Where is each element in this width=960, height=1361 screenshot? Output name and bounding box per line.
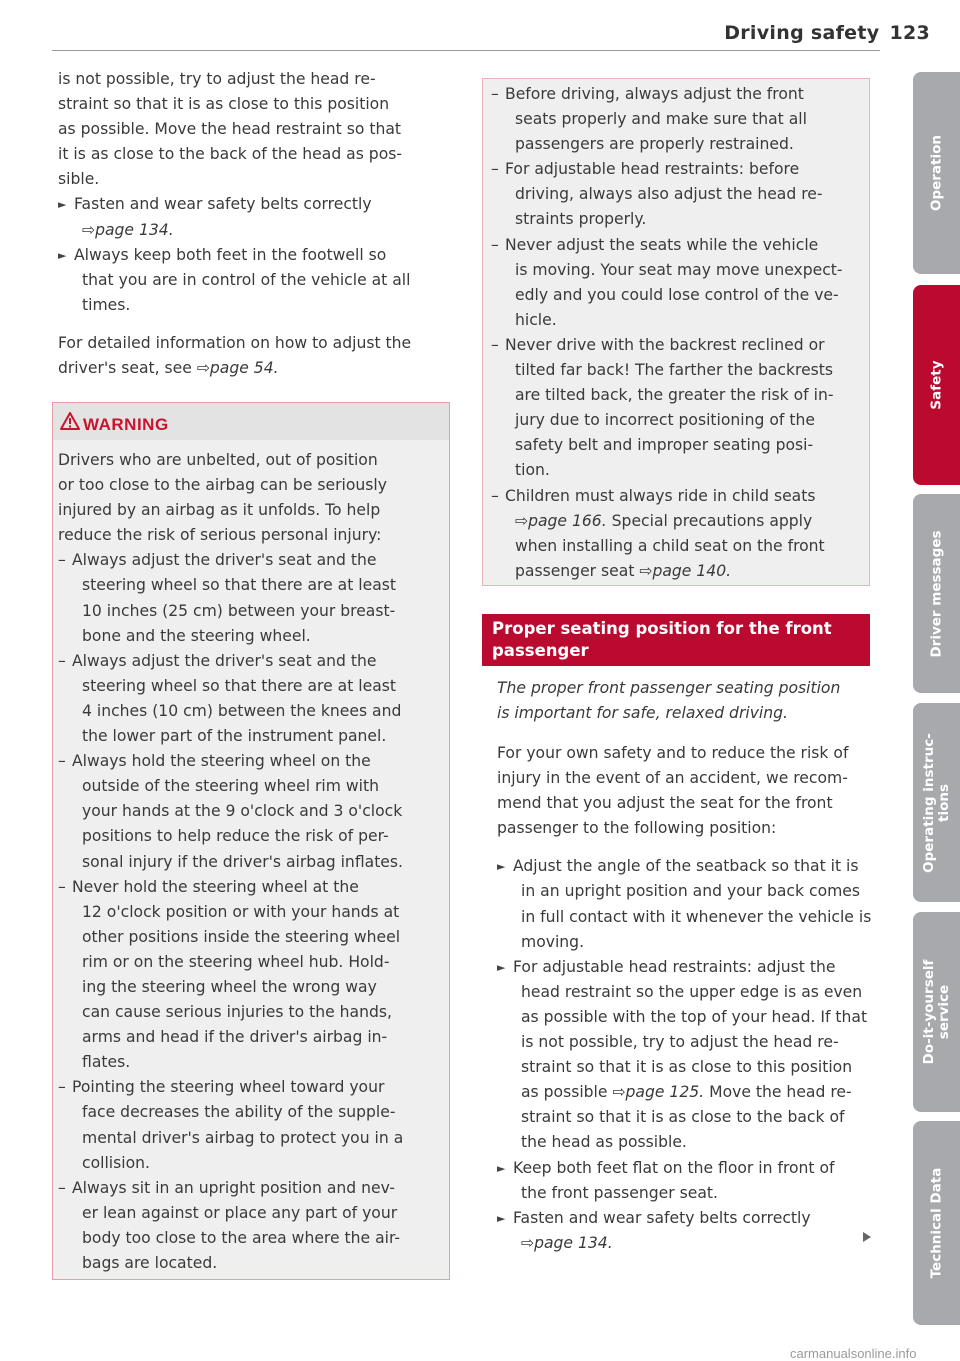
- section-heading: [482, 614, 870, 666]
- dash-marker: –: [491, 335, 499, 354]
- dash-item: – Children must always ride in child seats: [491, 484, 866, 509]
- dash-marker: –: [491, 486, 499, 505]
- header-section-title: Driving safety: [724, 22, 880, 44]
- page-ref-link[interactable]: ⇨page 125.: [612, 1083, 705, 1102]
- body-line: bags are located.: [82, 1254, 218, 1272]
- body-line: it is as close to the back of the head as pos-: [58, 145, 402, 164]
- body-line: straint so that it is as close to this position: [521, 1058, 853, 1077]
- body-line: mend that you adjust the seat for the front: [497, 794, 833, 813]
- bullet-item: ► Keep both feet flat on the floor in front of: [497, 1156, 877, 1181]
- warning-line: Drivers who are unbelted, out of position: [58, 451, 378, 469]
- body-line: is moving. Your seat may move unexpect-: [515, 260, 843, 279]
- body-line: 12 o'clock position or with your hands at: [82, 902, 400, 921]
- body-line: is not possible, try to adjust the head re-: [58, 70, 376, 88]
- dash-item: – Never hold the steering wheel at the: [58, 875, 448, 900]
- dash-marker: –: [58, 877, 66, 896]
- tab-operating-instructions[interactable]: [913, 703, 960, 902]
- page-ref-link[interactable]: ⇨page 134.: [521, 1233, 613, 1252]
- body-line: straint so that it is as close to this position: [58, 95, 390, 114]
- page-ref-link[interactable]: ⇨page 134.: [82, 220, 174, 239]
- bullet-item-ref: [58, 218, 450, 243]
- body-line: edly and you could lose control of the ve-: [515, 285, 839, 304]
- bullet-arrow-icon: ►: [497, 1161, 506, 1175]
- bullet-item: ► Fasten and wear safety belts correctly: [497, 1206, 877, 1231]
- bullet-arrow-icon: ►: [58, 198, 67, 212]
- warning-line: reduce the risk of serious personal injury:: [58, 526, 382, 545]
- watermark: carmanualsonline.info: [790, 1346, 917, 1361]
- body-line: For your own safety and to reduce the risk of: [497, 744, 849, 762]
- body-line: sonal injury if the driver's airbag inflates.: [82, 852, 403, 871]
- dash-marker: –: [58, 752, 66, 771]
- body-line: body too close to the area where the air-: [82, 1228, 401, 1247]
- tab-safety[interactable]: [913, 285, 960, 485]
- page-ref-link[interactable]: ⇨page 54.: [196, 359, 279, 378]
- body-line: hicle.: [515, 310, 557, 329]
- body-line: as possible with the top of your head. If that: [521, 1007, 868, 1026]
- body-line: times.: [82, 295, 131, 314]
- tab-label: Technical Data: [928, 1167, 944, 1279]
- tab-label: Driver messages: [928, 529, 944, 658]
- dash-item: – Never drive with the backrest reclined or: [491, 333, 866, 358]
- section-heading-line: passenger: [492, 641, 589, 660]
- body-line: sible.: [58, 170, 100, 189]
- dash-marker: –: [58, 651, 66, 670]
- dash-item: – Pointing the steering wheel toward your: [58, 1075, 448, 1100]
- page-ref-link[interactable]: ⇨page 140.: [639, 561, 732, 580]
- body-line: jury due to incorrect positioning of the: [515, 411, 815, 430]
- continue-arrow-icon: [863, 1232, 871, 1242]
- body-line: rim or on the steering wheel hub. Hold-: [82, 952, 390, 971]
- body-line: straints properly.: [515, 210, 647, 229]
- dash-marker: –: [491, 235, 499, 254]
- body-line: safety belt and improper seating posi-: [515, 436, 814, 455]
- bullet-item: ► Adjust the angle of the seatback so that it is: [497, 854, 877, 879]
- body-line: passengers are properly restrained.: [515, 135, 794, 154]
- tab-label: Operation: [928, 134, 944, 212]
- body-line: face decreases the ability of the supple-: [82, 1103, 396, 1122]
- bullet-arrow-icon: ►: [497, 1211, 506, 1225]
- body-line: mental driver's airbag to protect you in a: [82, 1128, 404, 1147]
- bullet-arrow-icon: ►: [497, 860, 506, 874]
- tab-do-it-yourself-service[interactable]: [913, 912, 960, 1112]
- warning-line: or too close to the airbag can be seriously: [58, 476, 387, 495]
- body-line: er lean against or place any part of your: [82, 1203, 398, 1222]
- header-rule: [52, 50, 880, 51]
- info-box-body: [491, 82, 866, 584]
- dash-marker: –: [58, 1078, 66, 1097]
- body-line: when installing a child seat on the front: [515, 536, 825, 555]
- body-line: arms and head if the driver's airbag in-: [82, 1028, 388, 1047]
- safety-info-box: [482, 78, 870, 586]
- body-line: moving.: [521, 932, 585, 951]
- body-line: passenger seat ⇨page 140.: [515, 561, 732, 580]
- dash-marker: –: [58, 1178, 66, 1197]
- body-line: can cause serious injuries to the hands,: [82, 1003, 392, 1022]
- body-line: For detailed information on how to adjust the: [58, 333, 412, 352]
- body-line: is not possible, try to adjust the head re-: [521, 1033, 839, 1052]
- body-line: tilted far back! The farther the backrests: [515, 361, 834, 380]
- tab-technical-data[interactable]: [913, 1121, 960, 1325]
- warning-body: [58, 448, 448, 1276]
- section-intro: The proper front passenger seating position is important for safe, relaxed driving.: [497, 679, 841, 723]
- body-line: as possible. Move the head restraint so that: [58, 120, 402, 139]
- bullet-item: ► Fasten and wear safety belts correctly: [58, 192, 450, 217]
- bullet-arrow-icon: ►: [58, 248, 67, 262]
- body-line: the head as possible.: [521, 1133, 687, 1152]
- body-line: bone and the steering wheel.: [82, 626, 311, 645]
- tab-label: Do-it-yourself service: [920, 959, 952, 1065]
- tab-operation[interactable]: [913, 72, 960, 274]
- body-line: driving, always also adjust the head re-: [515, 185, 823, 204]
- dash-item: – Never adjust the seats while the vehicle: [491, 233, 866, 258]
- body-line: in an upright position and your back comes: [521, 882, 861, 901]
- warning-box: [52, 402, 450, 1280]
- dash-item: – For adjustable head restraints: before: [491, 157, 866, 182]
- body-line: passenger to the following position:: [497, 819, 777, 838]
- bullet-arrow-icon: ►: [497, 960, 506, 974]
- body-line: your hands at the 9 o'clock and 3 o'clock: [82, 802, 403, 821]
- tab-driver-messages[interactable]: [913, 494, 960, 693]
- body-line: tion.: [515, 461, 550, 480]
- warning-line: injured by an airbag as it unfolds. To help: [58, 501, 381, 520]
- dash-item: – Before driving, always adjust the front: [491, 82, 866, 107]
- dash-item: – Always adjust the driver's seat and the: [58, 548, 448, 573]
- body-line: head restraint so the upper edge is as even: [521, 982, 863, 1001]
- dash-marker: –: [491, 85, 499, 103]
- bullet-item-ref: [497, 1231, 877, 1256]
- body-line: driver's seat, see ⇨page 54.: [58, 359, 279, 378]
- body-line: the front passenger seat.: [521, 1183, 718, 1202]
- body-line: 4 inches (10 cm) between the knees and: [82, 701, 402, 720]
- body-line: in full contact with it whenever the vehicle is: [521, 907, 872, 926]
- body-line: as possible ⇨page 125. Move the head re-: [521, 1083, 852, 1102]
- page-number: 123: [889, 22, 930, 44]
- body-line: ⇨page 166. Special precautions apply: [515, 511, 813, 530]
- page-header: [724, 22, 930, 44]
- bullet-item: ► Always keep both feet in the footwell so: [58, 243, 450, 268]
- body-line: steering wheel so that there are at least: [82, 576, 396, 595]
- dash-item: – Always adjust the driver's seat and the: [58, 649, 448, 674]
- body-line: 10 inches (25 cm) between your breast-: [82, 601, 396, 620]
- body-line: outside of the steering wheel rim with: [82, 777, 379, 796]
- body-line: seats properly and make sure that all: [515, 110, 807, 129]
- body-line: are tilted back, the greater the risk of in-: [515, 386, 834, 405]
- body-line: injury in the event of an accident, we recom-: [497, 769, 848, 788]
- body-line: straint so that it is as close to the back of: [521, 1108, 845, 1127]
- tab-label: Operating instruc- tions: [920, 732, 952, 873]
- left-column: [58, 67, 450, 381]
- section-heading-line: Proper seating position for the front: [492, 619, 832, 638]
- dash-marker: –: [491, 160, 499, 179]
- body-line: ing the steering wheel the wrong way: [82, 977, 377, 996]
- body-line: collision.: [82, 1153, 150, 1172]
- dash-item: – Always hold the steering wheel on the: [58, 749, 448, 774]
- section-body: [497, 741, 877, 1256]
- body-line: flates.: [82, 1053, 131, 1072]
- body-line: that you are in control of the vehicle at all: [82, 270, 411, 289]
- body-line: other positions inside the steering wheel: [82, 927, 401, 946]
- tab-label: Safety: [928, 360, 944, 410]
- dash-marker: –: [58, 551, 66, 570]
- body-line: positions to help reduce the risk of per-: [82, 827, 389, 846]
- bullet-item: ► For adjustable head restraints: adjust the: [497, 955, 877, 980]
- body-line: the lower part of the instrument panel.: [82, 727, 387, 746]
- body-line: steering wheel so that there are at least: [82, 676, 396, 695]
- dash-item: – Always sit in an upright position and nev-: [58, 1176, 448, 1201]
- warning-title: WARNING: [83, 415, 169, 434]
- warning-triangle-icon: [60, 412, 80, 430]
- page-ref-link[interactable]: ⇨page 166.: [515, 511, 607, 530]
